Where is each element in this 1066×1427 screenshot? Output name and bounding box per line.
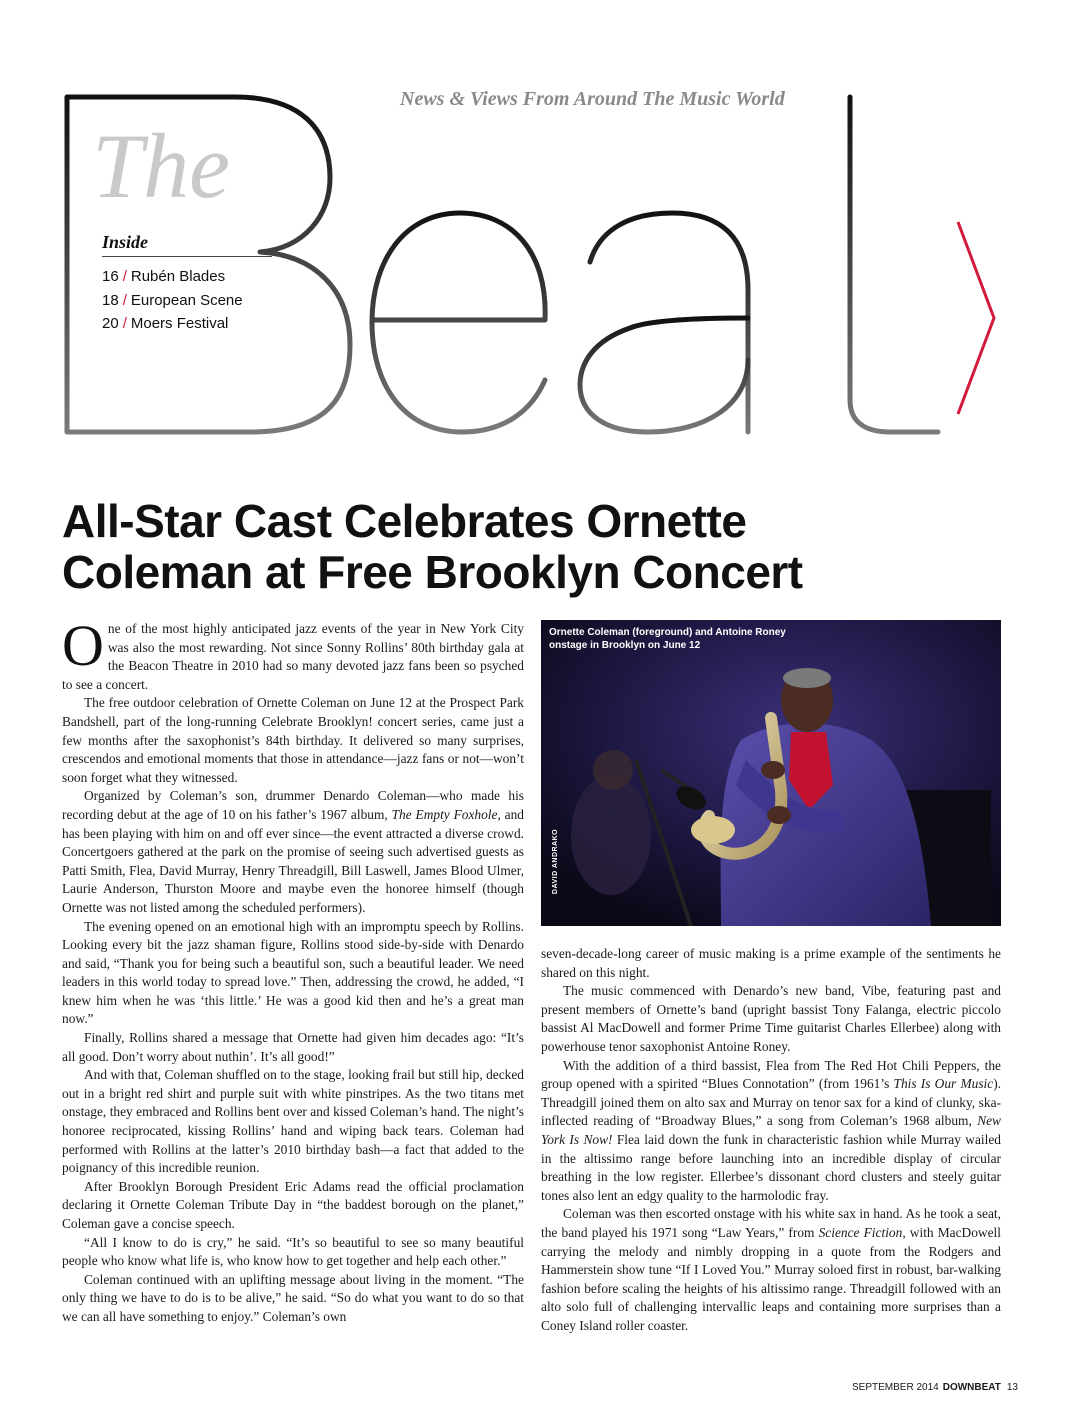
paragraph-text: , with MacDowell carrying the melody and nimbly dropping in a quote from the Rodgers and Hammerstein show tune “If I Loved You.” Murray soloed first in robust, bar-walking fashion before scaling the heights of his altissimo range. Threadgill followed with an alto solo full of challenging intervallic leaps and containing more surprises than a Coney Island roller coaster. bbox=[541, 1224, 1001, 1333]
paragraph: Finally, Rollins shared a message that Ornette had given him decades ago: “It’s all good. Don’t worry about nuthin’. It’s all good!” bbox=[62, 1030, 524, 1064]
page-number: 13 bbox=[1006, 1382, 1018, 1393]
inside-title: Inside bbox=[102, 232, 272, 257]
footer-brand: DOWNBEAT bbox=[942, 1382, 1001, 1393]
headline-line: Coleman at Free Brooklyn Concert bbox=[62, 546, 803, 598]
inside-item[interactable] bbox=[102, 289, 272, 313]
paragraph-text: ). Threadgill joined them on alto sax and Murray on tenor sax for a kind of clunky, ska-inflected reading of “Broadway Blues,” a song from Coleman’s 1968 album, bbox=[541, 1076, 1001, 1129]
photo-caption: Ornette Coleman (foreground) and Antoine Roney onstage in Brooklyn on June 12 bbox=[549, 627, 786, 651]
inside-box bbox=[102, 232, 272, 336]
article-headline bbox=[62, 496, 1022, 598]
footer-date: SEPTEMBER 2014 bbox=[852, 1382, 939, 1393]
article-column-right bbox=[541, 945, 1001, 1385]
album-title: New York Is Now! bbox=[541, 1113, 1001, 1147]
masthead bbox=[0, 0, 1066, 480]
album-title: Science Fiction bbox=[818, 1224, 903, 1240]
album-title: This Is Our Music bbox=[893, 1076, 994, 1092]
paragraph-text: With the addition of a third bassist, Flea from The Red Hot Chili Peppers, the group opened with a spirited “Blues Connotation” (from 1961’s bbox=[541, 1057, 1001, 1092]
page-footer bbox=[852, 1382, 1018, 1393]
photo-credit: DAVID ANDRAKO bbox=[552, 828, 560, 895]
inside-item-page: 16 bbox=[102, 268, 119, 285]
paragraph bbox=[62, 787, 524, 917]
paragraph bbox=[541, 1057, 1001, 1206]
paragraph: “All I know to do is cry,” he said. “It’s so beautiful to see so many beautiful people who know what life is, who know how to get together and help each other.” bbox=[62, 1234, 524, 1269]
inside-item-label: Rubén Blades bbox=[130, 268, 226, 285]
article-column-left bbox=[62, 620, 524, 1380]
paragraph: The free outdoor celebration of Ornette Coleman on June 12 at the Prospect Park Bandshell, part of the long-running Celebrate Brooklyn! concert series, came just a few months after the saxophonist’s 84th birthday. It delivered so many surprises, crescendos and emotional moments that those in attendance—jazz fans or not—won’t soon forget what they witnessed. bbox=[62, 695, 524, 785]
paragraph: The evening opened on an emotional high with an impromptu speech by Rollins. Looking every bit the jazz shaman figure, Rollins stood side-by-side with Denardo and said, “Thank you for being such a beautiful son, such a beautiful leader. We need leaders in this world today to spread love.” Then, addressing the crowd, he added, “I knew him when he was ‘this little.’ He was a good kid then and he’s a great man now.” bbox=[62, 918, 524, 1027]
paragraph bbox=[541, 1205, 1001, 1335]
paragraph-text: Organized by Coleman’s son, drummer Denardo Coleman—who made his recording debut at the age of 10 on his father’s 1967 album, bbox=[62, 788, 524, 822]
slash-divider: / bbox=[122, 291, 127, 309]
concert-photo bbox=[541, 620, 1001, 926]
paragraph: seven-decade-long career of music making is a prime example of the sentiments he shared on this night. bbox=[541, 946, 1001, 980]
paragraph-text: Coleman was then escorted onstage with his white sax in hand. As he took a seat, the band played his 1971 song “Law Years,” from bbox=[541, 1206, 1001, 1240]
album-title: The Empty Foxhole bbox=[391, 806, 498, 822]
masthead-tagline: News & Views From Around The Music World bbox=[400, 88, 785, 110]
paragraph bbox=[62, 620, 524, 694]
paragraph: Coleman continued with an uplifting message about living in the moment. “The only thing we have to do is to be alive,” he said. “So do what you want to do so that we can all have something to enjoy.” Coleman’s own bbox=[62, 1271, 524, 1324]
slash-divider: / bbox=[122, 315, 127, 332]
inside-item-page: 20 bbox=[102, 315, 119, 332]
headline-line: All-Star Cast Celebrates Ornette bbox=[62, 495, 747, 547]
paragraph-text: Flea laid down the funk in characteristic fashion while Murray wailed in the altissimo range before launching into an incredible display of circular breathing in the low register. Ellerbee’s dissonant chord clusters and steely guitar tones also lent an edgy quality to the harmolodic fray. bbox=[541, 1131, 1001, 1203]
slash-divider: / bbox=[122, 268, 127, 285]
chevron-right-icon bbox=[958, 222, 994, 414]
paragraph: And with that, Coleman shuffled on to the stage, looking frail but still hip, decked out in a bright red shirt and purple suit with white pinstripes. As the two titans met onstage, they embraced and Rollins bent over and kissed Coleman’s hand. The night’s honoree reciprocated, kissing Rollins’ hand and wiping back tears. Coleman had performed with Rollins at the latter’s 2010 birthday bash—a fact that added to the poignancy of this incredible reunion. bbox=[62, 1067, 524, 1176]
drop-cap: O bbox=[62, 620, 104, 678]
inside-item-label: Moers Festival bbox=[130, 315, 229, 332]
paragraph-text: , and has been playing with him on and off ever since—the event attracted a diverse crowd. Concertgoers gathered at the park on the promise of seeing such advertised guests as Patti Smith, Flea, David Murray, Henry Threadgill, Bill Laswell, James Blood Ulmer, Laurie Anderson, Thurston Moore and maybe even the honoree himself (though Ornette was not listed among the scheduled performers). bbox=[62, 806, 524, 915]
inside-item-label: European Scene bbox=[130, 291, 243, 309]
inside-item[interactable] bbox=[102, 312, 272, 336]
masthead-the: The bbox=[92, 115, 230, 217]
paragraph: The music commenced with Denardo’s new band, Vibe, featuring past and present members of Ornette’s band (upright bassist Tony Falanga, electric piccolo bassist Al MacDowell and former Prime Time guitarist Charles Ellerbee) along with powerhouse tenor saxophonist Antoine Roney. bbox=[541, 983, 1001, 1054]
photo-illustration bbox=[541, 620, 1001, 926]
inside-item[interactable] bbox=[102, 265, 272, 289]
paragraph-text: ne of the most highly anticipated jazz events of the year in New York City was also the most rewarding. Not since Sonny Rollins’ 80th birthday gala at the Beacon Theatre in 2010 had so many devoted jazz fans been so psyched to see a concert. bbox=[62, 621, 524, 692]
inside-item-page: 18 bbox=[102, 291, 119, 309]
paragraph: After Brooklyn Borough President Eric Adams read the official proclamation declaring it Ornette Coleman Tribute Day in “the baddest borough on the planet,” Coleman gave a concise speech. bbox=[62, 1178, 524, 1231]
